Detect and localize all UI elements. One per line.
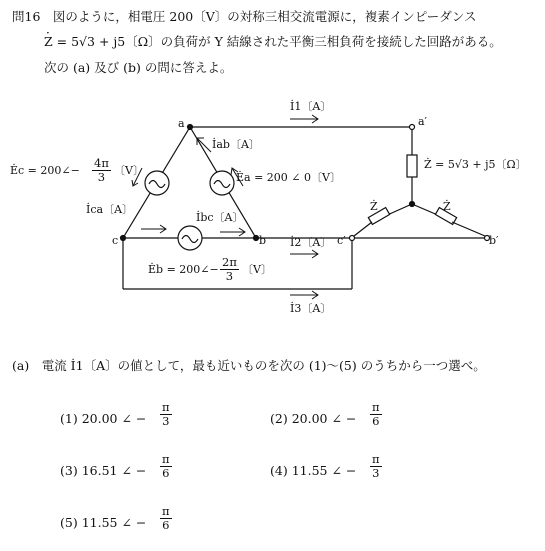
source-ea-label: Ėa = 200 ∠ 0〔V〕 xyxy=(236,171,341,184)
node-c-prime-label: c′ xyxy=(337,234,346,247)
current-i1-label: İ1〔A〕 xyxy=(290,100,332,113)
source-ec-num: 4π xyxy=(94,156,109,170)
choice-1-den: 3 xyxy=(162,414,170,428)
source-ec-unit: 〔V〕 xyxy=(114,164,144,177)
current-iab-label: İab〔A〕 xyxy=(212,138,260,151)
load-z-left-label: Ż xyxy=(370,200,378,213)
choice-1-value: 20.00 ∠ − xyxy=(81,411,147,426)
choice-4-num: π xyxy=(372,452,380,466)
choice-2-label: (2) xyxy=(270,411,288,426)
problem-line-2-text: = 5√3 + j5〔Ω〕の負荷が Y 結線された平衡三相負荷を接続した回路がある。 xyxy=(52,34,502,49)
choice-1-num: π xyxy=(162,400,170,414)
choice-4-label: (4) xyxy=(270,463,288,478)
current-ica-label: İca〔A〕 xyxy=(86,203,134,216)
choice-3-label: (3) xyxy=(60,463,78,478)
node-a-label: a xyxy=(178,117,185,130)
choice-3-num: π xyxy=(162,452,170,466)
current-i2-label: İ2〔A〕 xyxy=(290,236,332,249)
choice-5-label: (5) xyxy=(60,515,78,530)
node-b-prime-label: b′ xyxy=(489,234,499,247)
choice-3-value: 16.51 ∠ − xyxy=(81,463,147,478)
current-ibc-label: İbc〔A〕 xyxy=(196,211,244,224)
source-ec-prefix: Ėc = 200∠− xyxy=(10,164,80,177)
load-z-right-label: Ż xyxy=(443,200,451,213)
choice-5-den: 6 xyxy=(162,518,170,532)
choice-2-den: 6 xyxy=(372,414,380,428)
source-ec-fraction xyxy=(92,157,111,184)
choice-4-value: 11.55 ∠ − xyxy=(291,463,357,478)
node-a-prime-label: a′ xyxy=(418,115,428,128)
current-i3-label: İ3〔A〕 xyxy=(290,302,332,315)
choice-2-num: π xyxy=(372,400,380,414)
node-c-label: c xyxy=(112,234,119,247)
z-symbol: · Z xyxy=(44,34,53,49)
load-z-label: Ż = 5√3 + j5〔Ω〕 xyxy=(424,158,527,171)
question-a-stem: (a) 電流 İ1〔A〕の値として，最も近いものを次の (1)～(5) のうちから一つ選べ。 xyxy=(12,358,486,373)
source-eb-num: 2π xyxy=(222,255,237,269)
problem-line-1: 問16 図のように，相電圧 200〔V〕の対称三相交流電源に，複素インピーダンス xyxy=(12,9,477,24)
choice-3-den: 6 xyxy=(162,466,170,480)
choice-5-value: 11.55 ∠ − xyxy=(81,515,147,530)
source-eb-prefix: Ėb = 200∠− xyxy=(148,263,219,276)
source-ec-den: 3 xyxy=(97,170,106,184)
problem-line-3: 次の (a) 及び (b) の問に答えよ。 xyxy=(44,60,233,75)
choice-5-num: π xyxy=(162,504,170,518)
choice-2-value: 20.00 ∠ − xyxy=(291,411,357,426)
source-eb-den: 3 xyxy=(225,269,234,283)
source-eb-unit: 〔V〕 xyxy=(242,263,272,276)
source-eb-fraction xyxy=(220,256,239,283)
choice-4-den: 3 xyxy=(372,466,380,480)
node-b-label: b xyxy=(259,234,267,247)
choice-1-label: (1) xyxy=(60,411,78,426)
